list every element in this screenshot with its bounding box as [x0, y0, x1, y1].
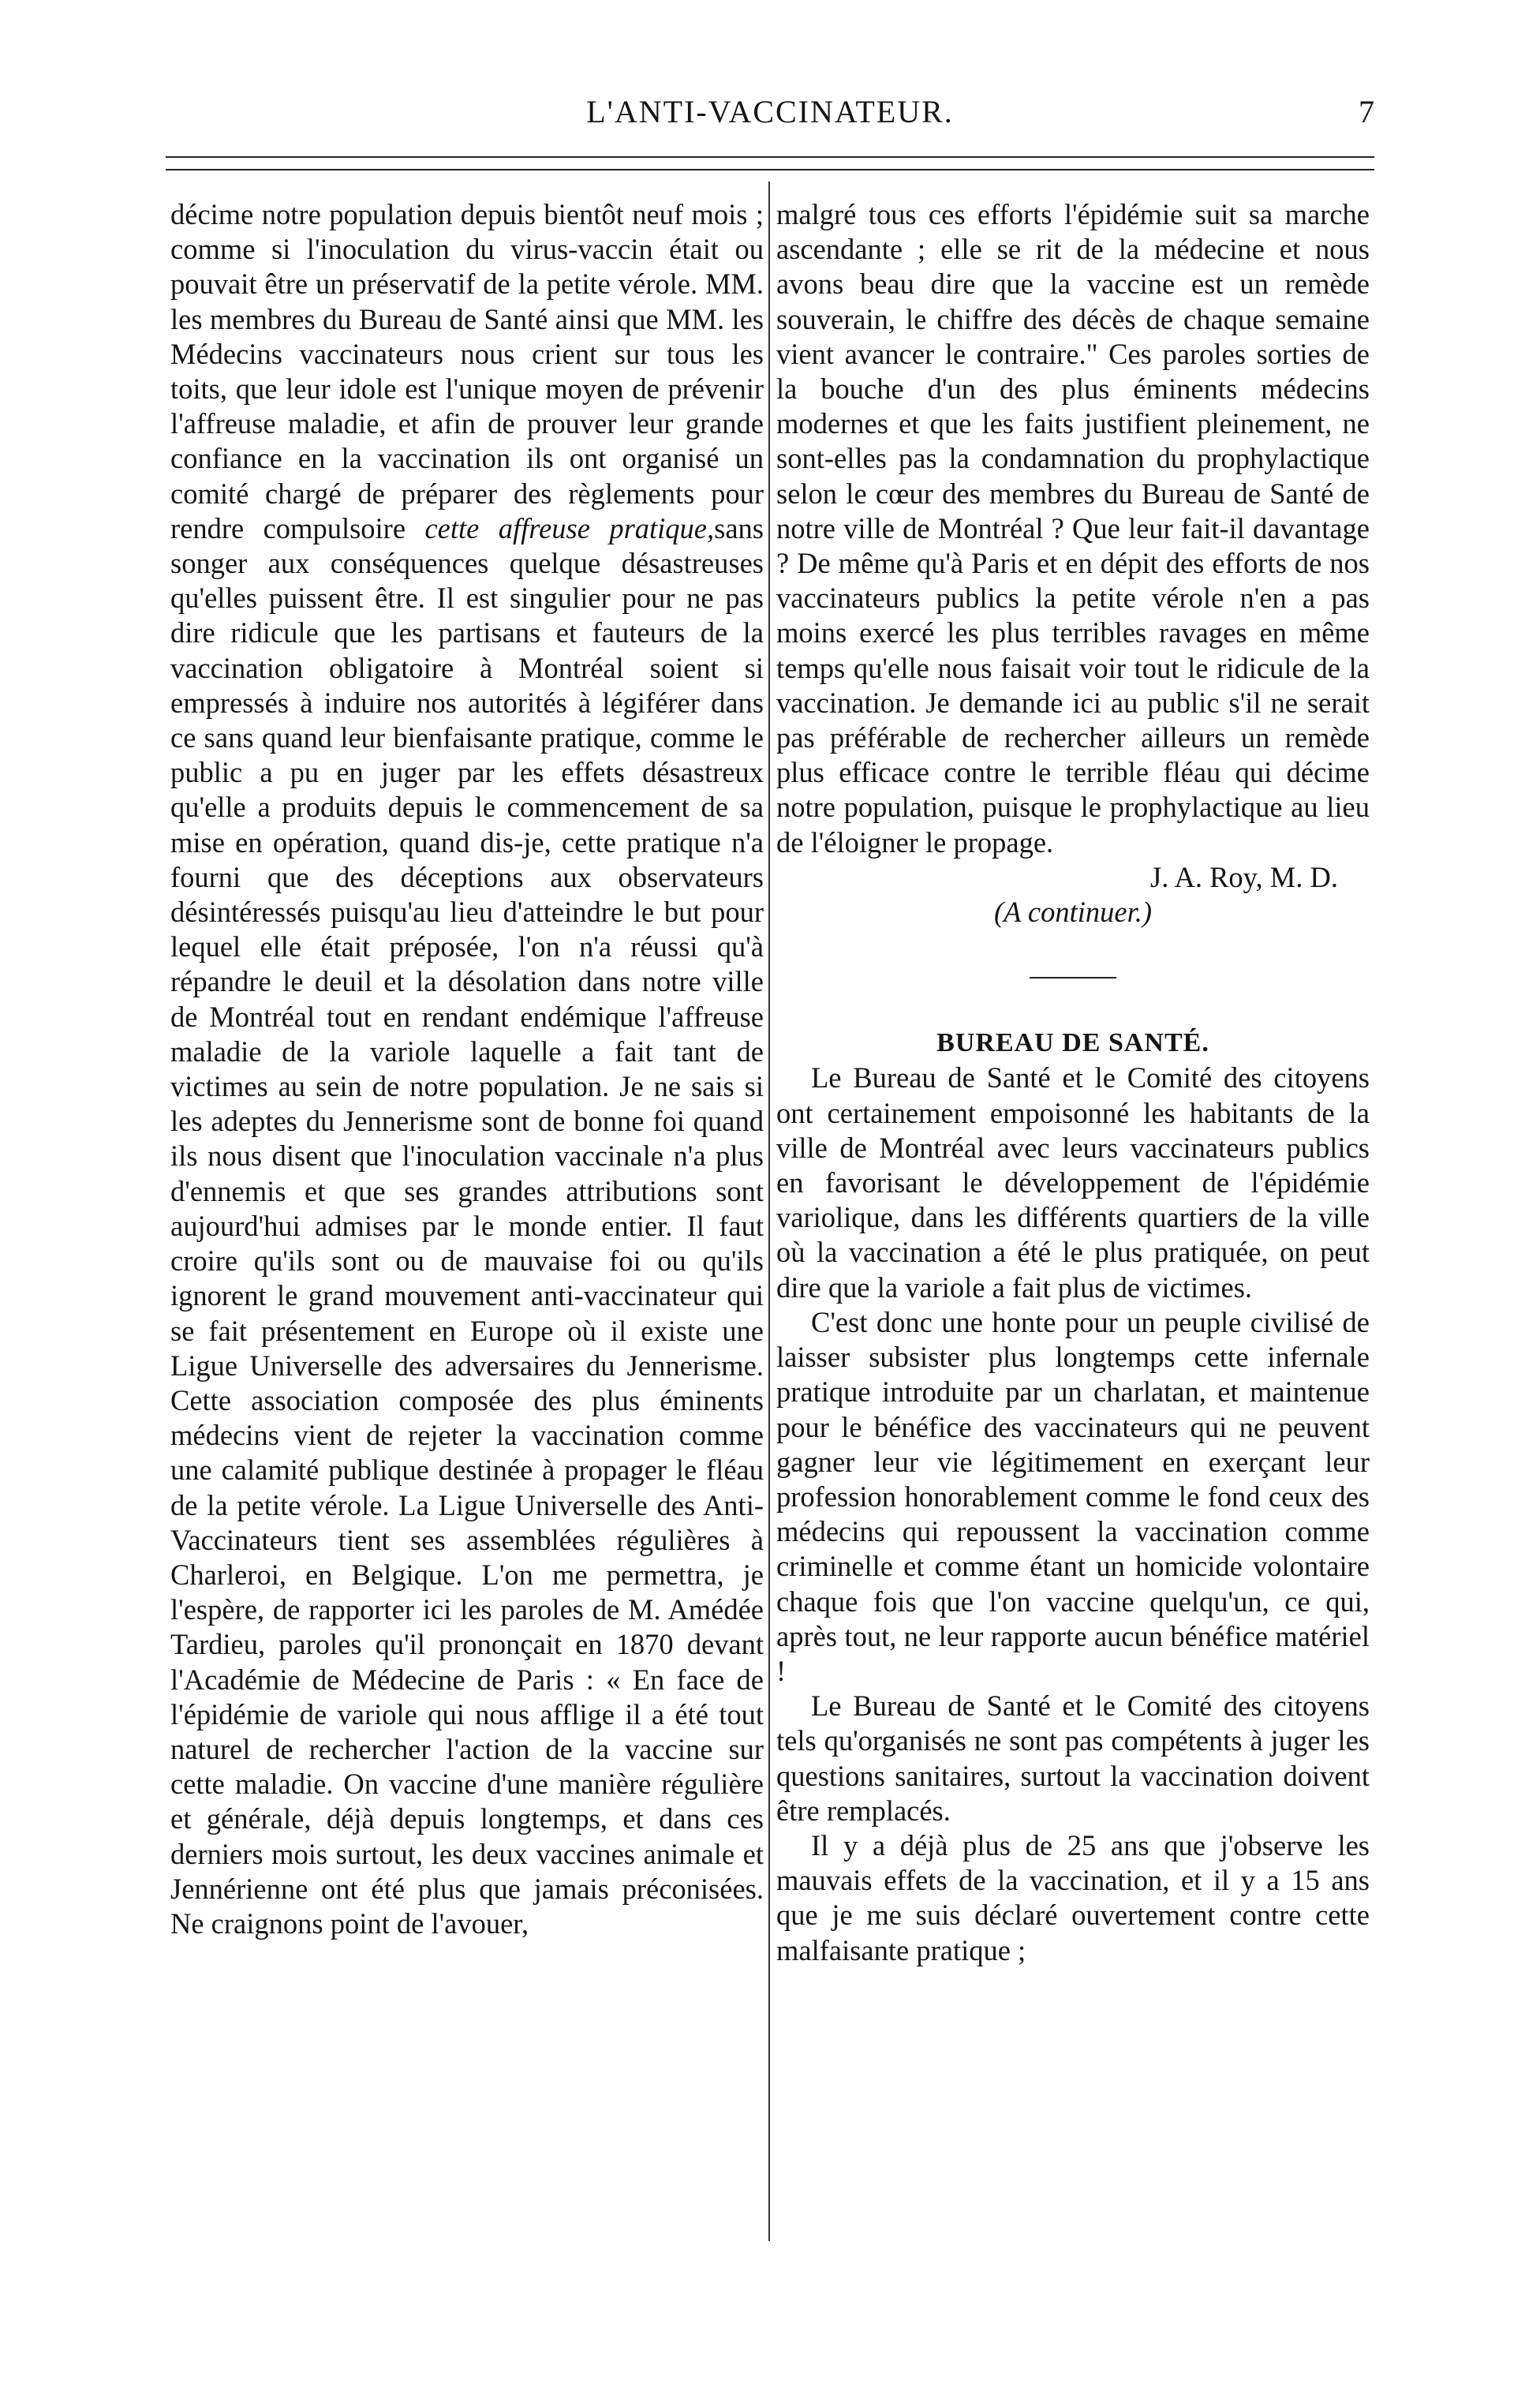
running-head	[166, 93, 1374, 140]
section-divider	[1030, 977, 1116, 978]
italic-phrase: cette affreuse pratique,	[424, 511, 715, 544]
section-heading: BUREAU DE SANTÉ.	[936, 1028, 1209, 1058]
right-paragraph-continued: malgré tous ces efforts l'épidémie suit sa marche ascendante ; elle se rit de la médecine et nous avons beau dire que la vaccine est un remède souverain, le chiffre des décès de chaque semaine vient avancer le contraire." Ces paroles sorties de la bouche d'un des plus éminents médecins modernes et que les faits justifient pleinement, ne sont-elles pas la condamnation du prophylactique selon le cœur des membres du Bureau de Santé de notre ville de Montréal ? Que leur fait-il davantage ? De même qu'à Paris et en dépit des efforts de nos vaccinateurs publics la petite vérole n'en a pas moins exercé les plus terribles ravages en même temps qu'elle nous faisait voir tout le ridicule de la vaccination. Je demande ici au public s'il ne serait pas préférable de rechercher ailleurs un remède plus efficace contre le terrible fléau qui décime notre population, puisque le prophylactique au lieu de l'éloigner le propage.	[776, 198, 1370, 859]
left-paragraph-start: décime notre population depuis bientôt neuf mois ; comme si l'inoculation du virus-vaccin était ou pouvait être un préservatif de la petite vérole. MM. les membres du Bureau de Santé ainsi que MM. les Médecins vaccinateurs nous crient sur tous les toits, que leur idole est l'unique moyen de prévenir l'affreuse maladie, et afin de prouver leur grande confiance en la vaccination ils ont organisé un comité chargé de préparer des règlements pour rendre compulsoire	[170, 198, 764, 544]
left-column	[170, 197, 764, 2241]
running-title: L'ANTI-VACCINATEUR.	[586, 94, 954, 129]
right-column	[776, 197, 1370, 2241]
section-paragraph-4: Il y a déjà plus de 25 ans que j'observe les mauvais effets de la vaccination, et il y a 15 ans que je me suis déclaré ouvertement contre cette malfaisante pratique ;	[776, 1828, 1370, 1966]
left-paragraph-end: sans songer aux conséquences quelque désastreuses qu'elles puissent être. Il est singulier pour ne pas dire ridicule que les partisans et fauteurs de la vaccination obligatoire à Montréal soient si empressés à induire nos autorités à légiférer dans ce sans quand leur bienfaisante pratique, comme le public a pu en juger par les effets désastreux qu'elle a produits depuis le commencement de sa mise en opération, quand dis-je, cette pratique n'a fourni que des déceptions aux observateurs désintéressés puisqu'au lieu d'atteindre le but pour lequel elle était préposée, l'on n'a réussi qu'à répandre le deuil et la désolation dans notre ville de Montréal tout en rendant endémique l'affreuse maladie de la variole laquelle a fait tant de victimes au sein de notre population. Je ne sais si les adeptes du Jennerisme sont de bonne foi quand ils nous disent que l'inoculation vaccinale n'a plus d'ennemis et que ses grandes attributions sont aujourd'hui admises par le monde entier. Il faut croire qu'ils sont ou de mauvaise foi ou qu'ils ignorent le grand mouvement anti-vaccinateur qui se fait présentement en Europe où il existe une Ligue Universelle des adversaires du Jennerisme. Cette association composée des plus éminents médecins vient de rejeter la vaccination comme une calamité publique destinée à propager le fléau de la petite vérole. La Ligue Universelle des Anti-Vaccinateurs tient ses assemblées régulières à Charleroi, en Belgique. L'on me permettra, je l'espère, de rapporter ici les paroles de M. Amédée Tardieu, paroles qu'il prononçait en 1870 devant l'Académie de Médecine de Paris : « En face de l'épidémie de variole qui nous afflige il a été tout naturel de rechercher l'action de la vaccine sur cette maladie. On vaccine d'une manière régulière et générale, déjà depuis longtemps, et dans ces derniers mois surtout, les deux vaccines animale et Jennérienne ont été plus que jamais préconisées. Ne craignons point de l'avouer,	[170, 511, 764, 1940]
column-divider	[768, 181, 770, 2241]
section-paragraph-1: Le Bureau de Santé et le Comité des citoyens ont certainement empoisonné les habitants de la ville de Montréal avec leurs vaccinateurs publics en favorisant le développement de l'épidémie variolique, dans les différents quartiers de la ville où la vaccination a été le plus pratiquée, on peut dire que la variole a fait plus de victimes.	[776, 1061, 1370, 1304]
section-paragraph-2: C'est donc une honte pour un peuple civilisé de laisser subsister plus longtemps cette infernale pratique introduite par un charlatan, et maintenue pour le bénéfice des vaccinateurs qui ne peuvent gagner leur vie légitimement en exerçant leur profession honorablement comme le fond ceux des médecins qui repoussent la vaccination comme criminelle et comme étant un homicide volontaire chaque fois que l'on vaccine quelqu'un, ce qui, après tout, ne leur rapporte aucun bénéfice matériel !	[776, 1305, 1370, 1687]
section-paragraph-3: Le Bureau de Santé et le Comité des citoyens tels qu'organisés ne sont pas compétents à juger les questions sanitaires, surtout la vaccination doivent être remplacés.	[776, 1689, 1370, 1827]
header-rule-top	[166, 156, 1374, 158]
left-paragraph	[170, 197, 764, 1941]
author-signature: J. A. Roy, M. D.	[1150, 860, 1338, 893]
continue-note: (A continuer.)	[993, 896, 1153, 929]
page-number: 7	[1359, 94, 1374, 129]
header-rule-bottom	[166, 169, 1374, 170]
